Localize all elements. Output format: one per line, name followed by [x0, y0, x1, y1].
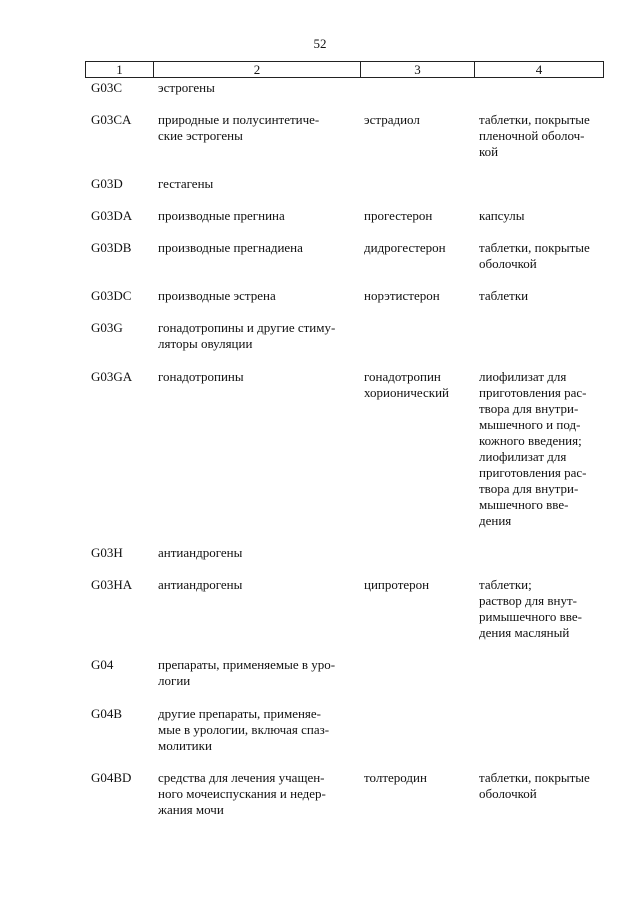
group-name: производные прегнина [158, 208, 285, 223]
group-name: производные эстрена [158, 288, 276, 303]
atc-code: G03CA [91, 112, 132, 127]
atc-code: G03G [91, 320, 123, 335]
header-col-1: 1 [86, 62, 154, 78]
substance-name: ципротерон [364, 577, 430, 592]
atc-code: G03DB [91, 240, 132, 255]
dosage-form: таблетки, покрытые оболочкой [479, 240, 590, 271]
atc-code: G03DA [91, 208, 133, 223]
group-name: природные и полусинтетиче- ские эстрогены [158, 112, 320, 143]
group-name: другие препараты, применяе- мые в урологии, включая спаз- молитики [158, 706, 330, 753]
group-name: препараты, применяемые в уро- логии [158, 657, 336, 688]
dosage-form: капсулы [479, 208, 525, 223]
group-name: гестагены [158, 176, 214, 191]
dosage-form: лиофилизат для приготовления рас- твора для внутри- мышечного и под- кожного введения; лиофилизат для приготовления рас- твора для внутри- мышечного вве- дения [479, 369, 587, 528]
atc-code: G03HA [91, 577, 133, 592]
group-name: антиандрогены [158, 577, 243, 592]
substance-name: прогестерон [364, 208, 433, 223]
page-number: 52 [313, 36, 327, 51]
substance-name: норэтистерон [364, 288, 440, 303]
header-col-2: 2 [154, 62, 361, 78]
dosage-form: таблетки; раствор для внут- римышечного вве- дения масляный [479, 577, 582, 640]
dosage-form: таблетки [479, 288, 529, 303]
group-name: производные прегнадиена [158, 240, 303, 255]
group-name: средства для лечения учащен- ного мочеиспускания и недер- жания мочи [158, 770, 326, 817]
group-name: гонадотропины [158, 369, 244, 384]
substance-name: дидрогестерон [364, 240, 446, 255]
atc-code: G04 [91, 657, 114, 672]
atc-code: G04BD [91, 770, 132, 785]
header-col-4: 4 [475, 62, 604, 78]
atc-code: G03GA [91, 369, 133, 384]
dosage-form: таблетки, покрытые пленочной оболоч- кой [479, 112, 590, 159]
atc-code: G03D [91, 176, 123, 191]
group-name: эстрогены [158, 80, 215, 95]
header-col-3: 3 [361, 62, 475, 78]
group-name: гонадотропины и другие стиму- ляторы овуляции [158, 320, 336, 351]
atc-code: G04B [91, 706, 123, 721]
atc-code: G03H [91, 545, 123, 560]
dosage-form: таблетки, покрытые оболочкой [479, 770, 590, 801]
group-name: антиандрогены [158, 545, 243, 560]
atc-code: G03C [91, 80, 123, 95]
substance-name: толтеродин [364, 770, 427, 785]
substance-name: гонадотропин хорионический [364, 369, 450, 400]
substance-name: эстрадиол [364, 112, 420, 127]
atc-code: G03DC [91, 288, 132, 303]
